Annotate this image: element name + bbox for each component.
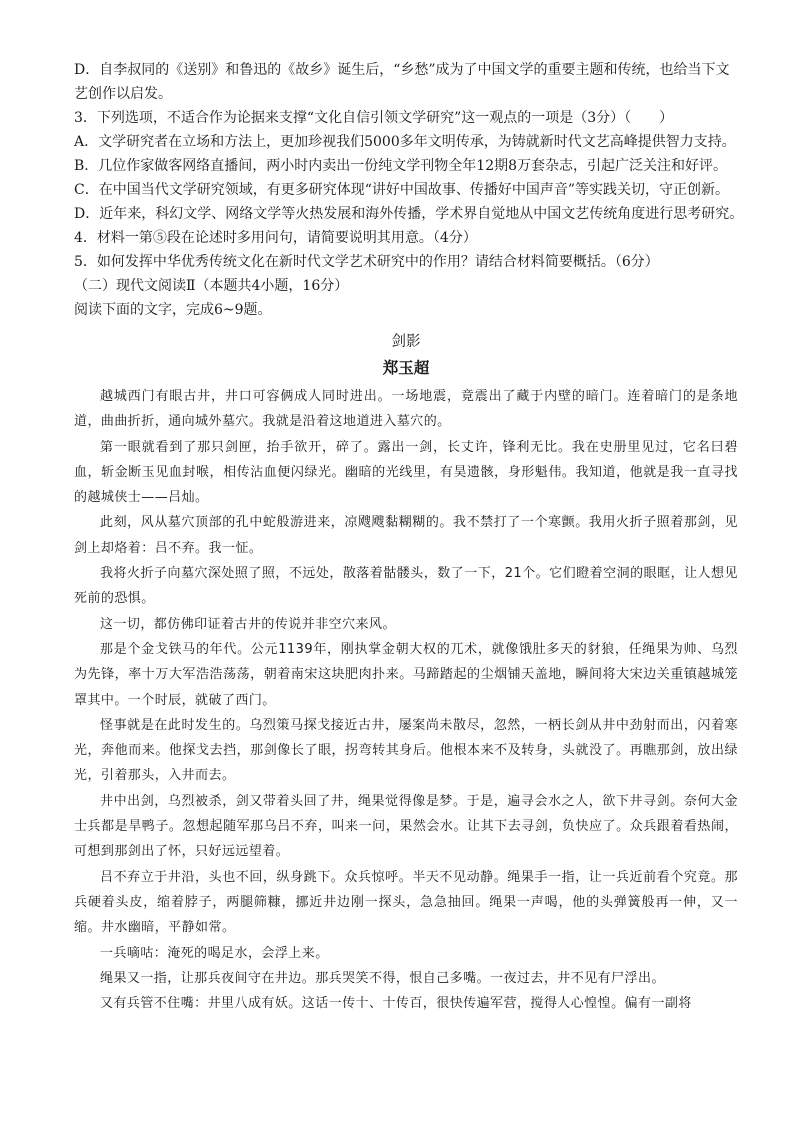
story-paragraph: 第一眼就看到了那只剑匣，抬手欲开，碎了。露出一剑，长丈许，锋利无比。我在史册里见过，它名曰碧血，斩金断玉见血封喉，相传沾血便闪绿光。幽暗的光线里，有昊遗骸，身形魁伟。我知道，他就是我一直寻找的越城侠士——吕灿。	[74, 439, 738, 506]
question-3-option-c: C．在中国当代文学研究领域，有更多研究体现“讲好中国故事、传播好中国声音”等实践关切，守正创新。	[74, 182, 730, 198]
question-3-option-a: A．文学研究者在立场和方法上，更加珍视我们5000多年文明传承，为铸就新时代文艺高峰提供智力支持。	[74, 134, 736, 150]
question-3-option-b: B．几位作家做客网络直播间，两小时内卖出一份纯文学刊物全年12期8万套杂志，引起广泛关注和好评。	[74, 158, 728, 174]
story-paragraph: 吕不弃立于井沿，头也不回，纵身跳下。众兵惊呼。半天不见动静。绳果手一指，让一兵近前看个究竟。那兵硬着头皮，缩着脖子，两腿筛糠，挪近井边刚一探头，急急抽回。绳果一声喝，他的头弹簧般再一伸，又一缩。井水幽暗，平静如常。	[74, 869, 738, 936]
question-4: 4．材料一第⑤段在论述时多用问句，请简要说明其用意。（4分）	[74, 230, 477, 246]
question-5: 5．如何发挥中华优秀传统文化在新时代文学艺术研究中的作用？请结合材料简要概括。（6分）	[74, 254, 659, 270]
story-paragraph: 怪事就是在此时发生的。乌烈策马探戈接近古井，屡案尚未散尽，忽然，一柄长剑从井中劲射而出，闪着寒光，奔他而来。他探戈去挡，那剑像长了眼，拐弯转其身后。他根本来不及转身，头就没了。再瞧那剑，放出绿光，引着那头，入井而去。	[74, 717, 738, 784]
story-paragraph: 一兵嘀咕：淹死的喝足水，会浮上来。	[100, 945, 329, 961]
section-heading: （二）现代文阅读Ⅱ（本题共4小题，16分）	[74, 278, 349, 294]
story-title: 剑影	[391, 334, 421, 350]
question-3-option-d: D．近年来，科幻文学、网络文学等火热发展和海外传播，学术界自觉地从中国文艺传统角度进行思考研究。	[74, 206, 744, 222]
story-paragraph: 越城西门有眼古井，井口可容俩成人同时进出。一场地震，竟震出了藏于内壁的暗门。连着暗门的是条地道，曲曲折折，通向城外墓穴。我就是沿着这地道进入墓穴的。	[74, 389, 738, 430]
story-paragraph: 这一切，都仿佛印证着古井的传说并非空穴来风。	[100, 616, 396, 632]
question-3: 3．下列选项，不适合作为论据来支撑“文化自信引领文学研究”这一观点的一项是（3分）（ ）	[74, 110, 674, 126]
option-d-line-2: 艺创作以启发。	[74, 86, 172, 102]
story-paragraph: 那是个金戈铁马的年代。公元1139年，刚执掌金朝大权的兀术，就像饿肚多天的豺狼，任绳果为帅、乌烈为先锋，率十万大军浩浩荡荡，朝着南宋这块肥肉扑来。马蹄踏起的尘烟铺天盖地，瞬间将大宋边关重镇越城笼罩其中。一个时辰，就破了西门。	[74, 641, 738, 708]
story-paragraph: 绳果又一指，让那兵夜间守在井边。那兵哭笑不得，恨自己多嘴。一夜过去，井不见有尸浮出。	[100, 970, 665, 986]
story-paragraph: 井中出剑，乌烈被杀，剑又带着头回了井，绳果觉得像是梦。于是，遍寻会水之人，欲下井寻剑。奈何大金士兵都是旱鸭子。忽想起随军那乌吕不弃，叫来一问，果然会水。让其下去寻剑，负快应了。众兵跟着看热闹，可想到那剑出了怀，只好远远望着。	[74, 793, 738, 860]
option-d-line-1: D．自李叔同的《送别》和鲁迅的《故乡》诞生后，“乡愁”成为了中国文学的重要主题和传统，也给当下文	[74, 62, 730, 78]
story-paragraph: 我将火折子向墓穴深处照了照，不远处，散落着骷髅头，数了一下，21个。它们瞪着空洞的眼眶，让人想见死前的恐惧。	[74, 566, 738, 607]
reading-instruction: 阅读下面的文字，完成6~9题。	[74, 302, 272, 318]
story-author: 郑玉超	[382, 358, 430, 377]
story-paragraph: 此刻，风从墓穴顶部的孔中蛇般游进来，凉飕飕黏糊糊的。我不禁打了一个寒颤。我用火折子照着那剑，见剑上却烙着：吕不弃。我一怔。	[74, 515, 738, 556]
story-paragraph: 又有兵管不住嘴：井里八成有妖。这话一传十、十传百，很快传遍军营，搅得人心惶惶。偏有一副将	[100, 996, 692, 1012]
